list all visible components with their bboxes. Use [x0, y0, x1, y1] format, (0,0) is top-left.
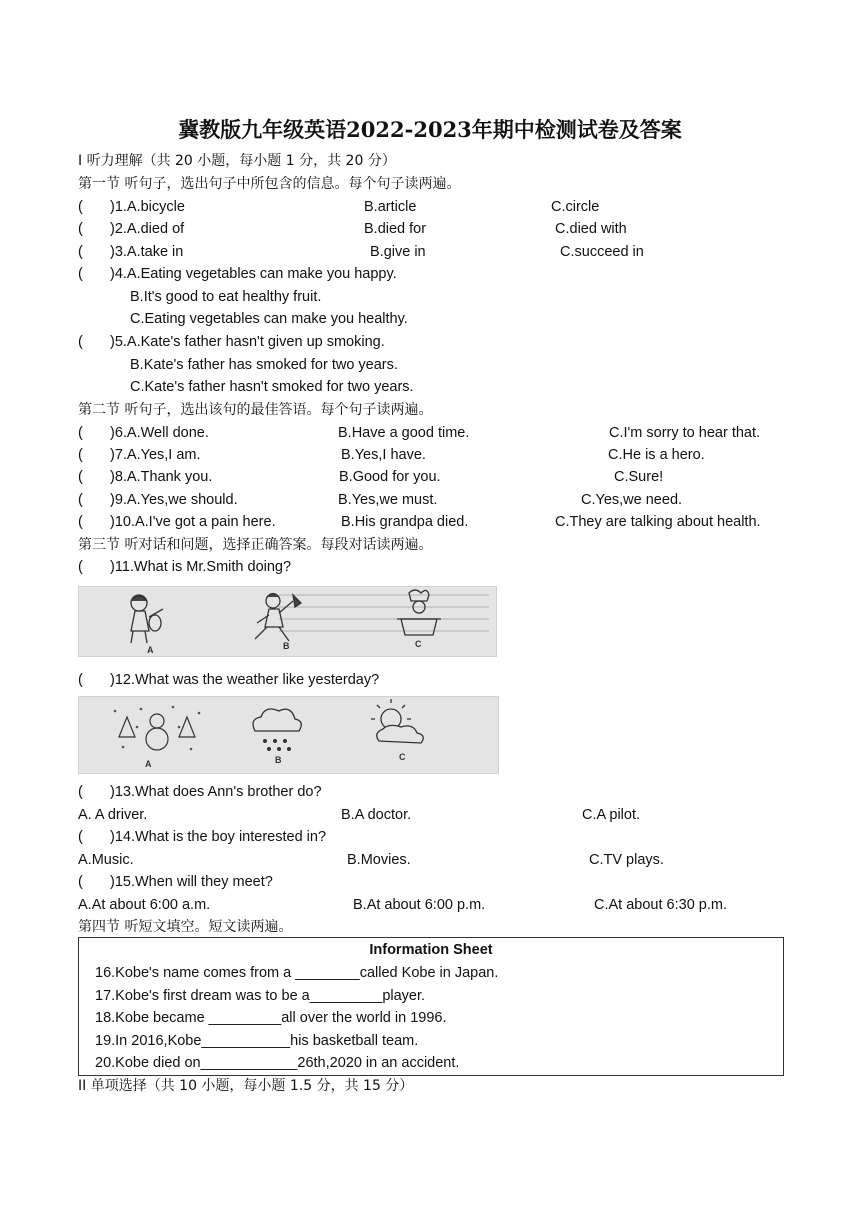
q2-option-b: B.died for	[364, 221, 427, 237]
q9-option-a: )9.A.Yes,we should.	[110, 492, 238, 508]
q15-question: )15.When will they meet?	[110, 874, 273, 890]
cooking-man-icon	[397, 590, 441, 635]
answer-paren: (	[78, 221, 83, 237]
q7-option-b: B.Yes,I have.	[341, 447, 426, 463]
q8-option-b: B.Good for you.	[339, 469, 441, 485]
answer-paren: (	[78, 266, 83, 282]
answer-paren: (	[78, 199, 83, 215]
q4-option-b: B.It's good to eat healthy fruit.	[130, 289, 322, 305]
q10-option-c: C.They are talking about health.	[555, 514, 761, 530]
q2-option-a: )2.A.died of	[110, 221, 185, 237]
q13-option-c: C.A pilot.	[582, 807, 641, 823]
q12-picture	[78, 696, 499, 774]
q3-option-c: C.succeed in	[560, 244, 644, 260]
q6-option-a: )6.A.Well done.	[110, 425, 209, 441]
q9-option-c: C.Yes,we need.	[581, 492, 683, 508]
q7-option-c: C.He is a hero.	[608, 447, 705, 463]
q11-question: )11.What is Mr.Smith doing?	[110, 559, 292, 575]
q5-option-a: )5.A.Kate's father hasn't given up smoking.	[110, 334, 385, 350]
q11-label-b: B	[283, 641, 290, 651]
q13-option-b: B.A doctor.	[341, 807, 412, 823]
section2-heading: 第二节 听句子，选出该句的最佳答语。每个句子读两遍。	[78, 402, 433, 418]
answer-paren: (	[78, 334, 83, 350]
part1-heading: I 听力理解（共 20 小题，每小题 1 分，共 20 分）	[78, 153, 396, 169]
q3-option-a: )3.A.take in	[110, 244, 184, 260]
information-sheet-title: Information Sheet	[369, 942, 493, 958]
q1-option-c: C.circle	[551, 199, 600, 215]
info-line-18: 18.Kobe became _________all over the world in 1996.	[95, 1010, 447, 1026]
q10-option-b: B.His grandpa died.	[341, 514, 469, 530]
q6-option-c: C.I'm sorry to hear that.	[609, 425, 761, 441]
q13-question: )13.What does Ann's brother do?	[110, 784, 322, 800]
section1-heading: 第一节 听句子，选出句子中所包含的信息。每个句子读两遍。	[78, 176, 461, 192]
q4-option-c: C.Eating vegetables can make you healthy.	[130, 311, 408, 327]
q14-question: )14.What is the boy interested in?	[110, 829, 327, 845]
answer-paren: (	[78, 447, 83, 463]
info-line-17: 17.Kobe's first dream was to be a_________player.	[95, 988, 426, 1004]
answer-paren: (	[78, 874, 83, 890]
information-sheet	[78, 937, 784, 1076]
answer-paren: (	[78, 672, 83, 688]
info-line-16: 16.Kobe's name comes from a ________called Kobe in Japan.	[95, 965, 499, 981]
rain-cloud-icon	[253, 709, 301, 751]
answer-paren: (	[78, 829, 83, 845]
answer-paren: (	[78, 784, 83, 800]
q9-option-b: B.Yes,we must.	[338, 492, 438, 508]
q1-option-b: B.article	[364, 199, 417, 215]
q11-label-a: A	[147, 645, 154, 655]
answer-paren: (	[78, 244, 83, 260]
q4-option-a: )4.A.Eating vegetables can make you happy.	[110, 266, 397, 282]
q12-label-a: A	[145, 759, 152, 769]
q14-option-c: C.TV plays.	[589, 852, 664, 868]
q12-label-b: B	[275, 755, 282, 765]
q11-picture	[78, 586, 497, 657]
q13-option-a: A. A driver.	[78, 807, 148, 823]
sun-cloud-icon	[371, 699, 423, 743]
q6-option-b: B.Have a good time.	[338, 425, 470, 441]
answer-paren: (	[78, 425, 83, 441]
info-line-20: 20.Kobe died on____________26th,2020 in an accident.	[95, 1055, 460, 1071]
q11-label-c: C	[415, 639, 422, 649]
violin-player-icon	[131, 595, 163, 643]
q3-option-b: B.give in	[370, 244, 426, 260]
q5-option-b: B.Kate's father has smoked for two years.	[130, 357, 398, 373]
q8-option-c: C.Sure!	[614, 469, 664, 485]
q10-option-a: )10.A.I've got a pain here.	[110, 514, 276, 530]
info-line-19: 19.In 2016,Kobe___________his basketball team.	[95, 1033, 419, 1049]
q7-option-a: )7.A.Yes,I am.	[110, 447, 201, 463]
snow-icon	[114, 706, 201, 751]
part2-heading: II 单项选择（共 10 小题，每小题 1.5 分，共 15 分）	[78, 1078, 414, 1094]
q8-option-a: )8.A.Thank you.	[110, 469, 213, 485]
q15-option-c: C.At about 6:30 p.m.	[594, 897, 727, 913]
answer-paren: (	[78, 559, 83, 575]
q15-option-b: B.At about 6:00 p.m.	[353, 897, 486, 913]
q14-option-a: A.Music.	[78, 852, 134, 868]
section4-heading: 第四节 听短文填空。短文读两遍。	[78, 919, 293, 935]
q12-question: )12.What was the weather like yesterday?	[110, 672, 380, 688]
answer-paren: (	[78, 514, 83, 530]
q14-option-b: B.Movies.	[347, 852, 411, 868]
q2-option-c: C.died with	[555, 221, 627, 237]
answer-paren: (	[78, 469, 83, 485]
answer-paren: (	[78, 492, 83, 508]
painting-man-icon	[255, 594, 301, 642]
q5-option-c: C.Kate's father hasn't smoked for two years.	[130, 379, 414, 395]
section3-heading: 第三节 听对话和问题，选择正确答案。每段对话读两遍。	[78, 537, 433, 553]
q15-option-a: A.At about 6:00 a.m.	[78, 897, 211, 913]
q1-option-a: )1.A.bicycle	[110, 199, 185, 215]
page-title: 冀教版九年级英语2022-2023年期中检测试卷及答案	[178, 117, 682, 142]
q12-label-c: C	[399, 752, 406, 762]
